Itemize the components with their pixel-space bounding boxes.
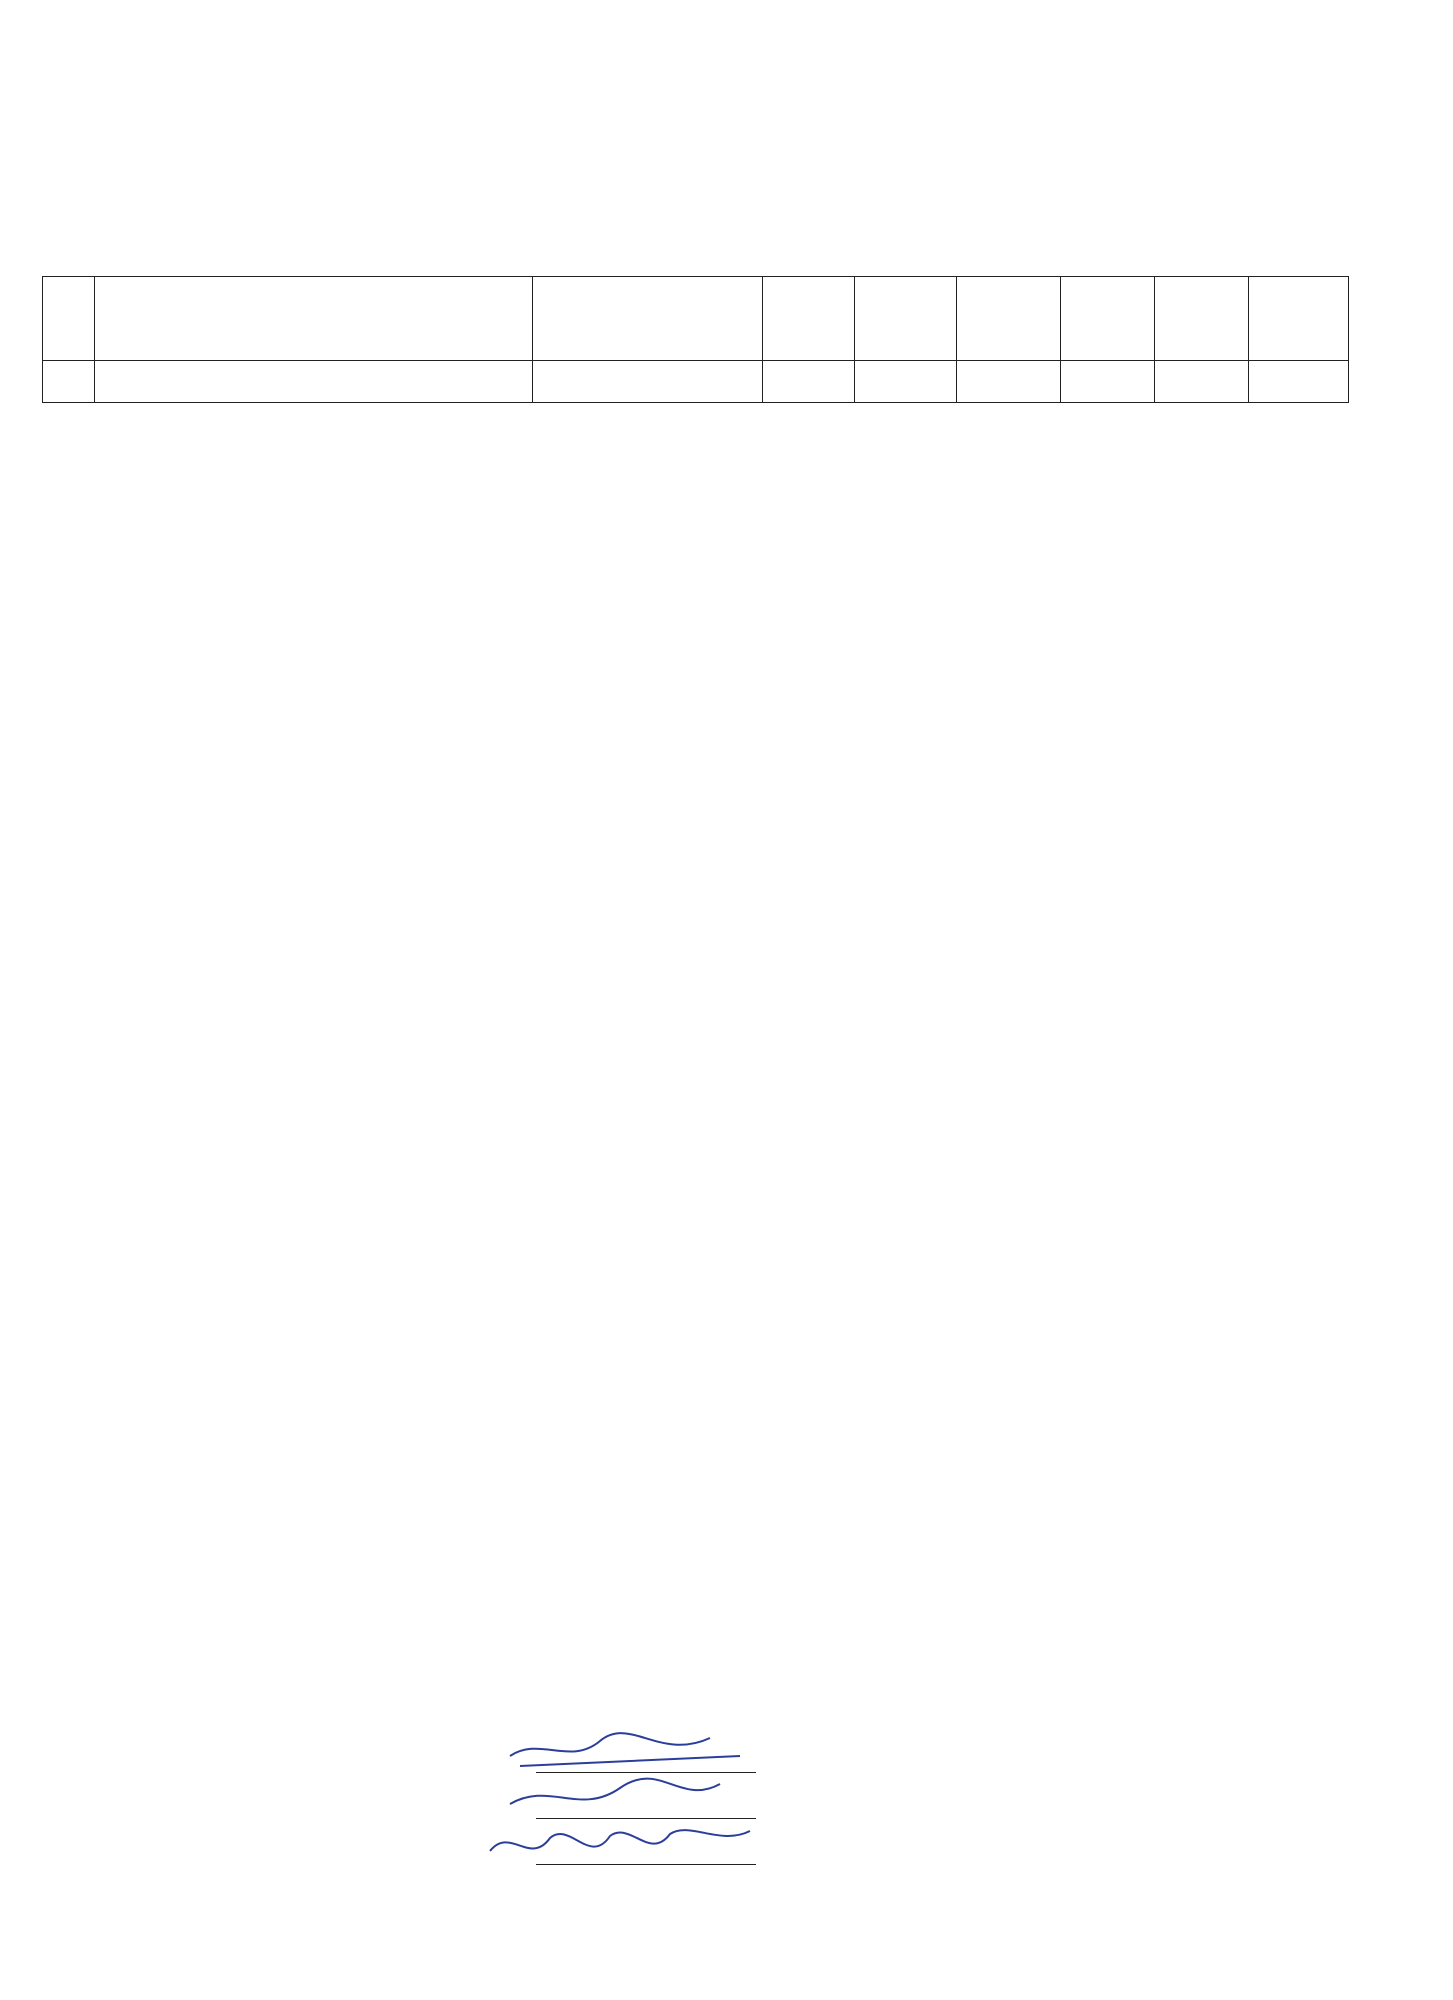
col-header-abstain xyxy=(1061,277,1155,361)
col-header-num xyxy=(43,277,95,361)
col-header-not-voted xyxy=(1155,277,1249,361)
table-header-row xyxy=(43,277,1349,361)
total-row xyxy=(43,361,1349,403)
total-label xyxy=(95,361,533,403)
signatures-column xyxy=(820,352,1050,1712)
committee-signatures xyxy=(480,1726,780,1876)
col-header-notes xyxy=(1249,277,1349,361)
col-header-present xyxy=(763,277,855,361)
total-for-value xyxy=(855,361,957,403)
col-header-name xyxy=(95,277,533,361)
col-header-against xyxy=(957,277,1061,361)
handwritten-signatures xyxy=(820,352,1050,1712)
col-header-party xyxy=(533,277,763,361)
voting-table xyxy=(42,276,1349,403)
col-header-for xyxy=(855,277,957,361)
